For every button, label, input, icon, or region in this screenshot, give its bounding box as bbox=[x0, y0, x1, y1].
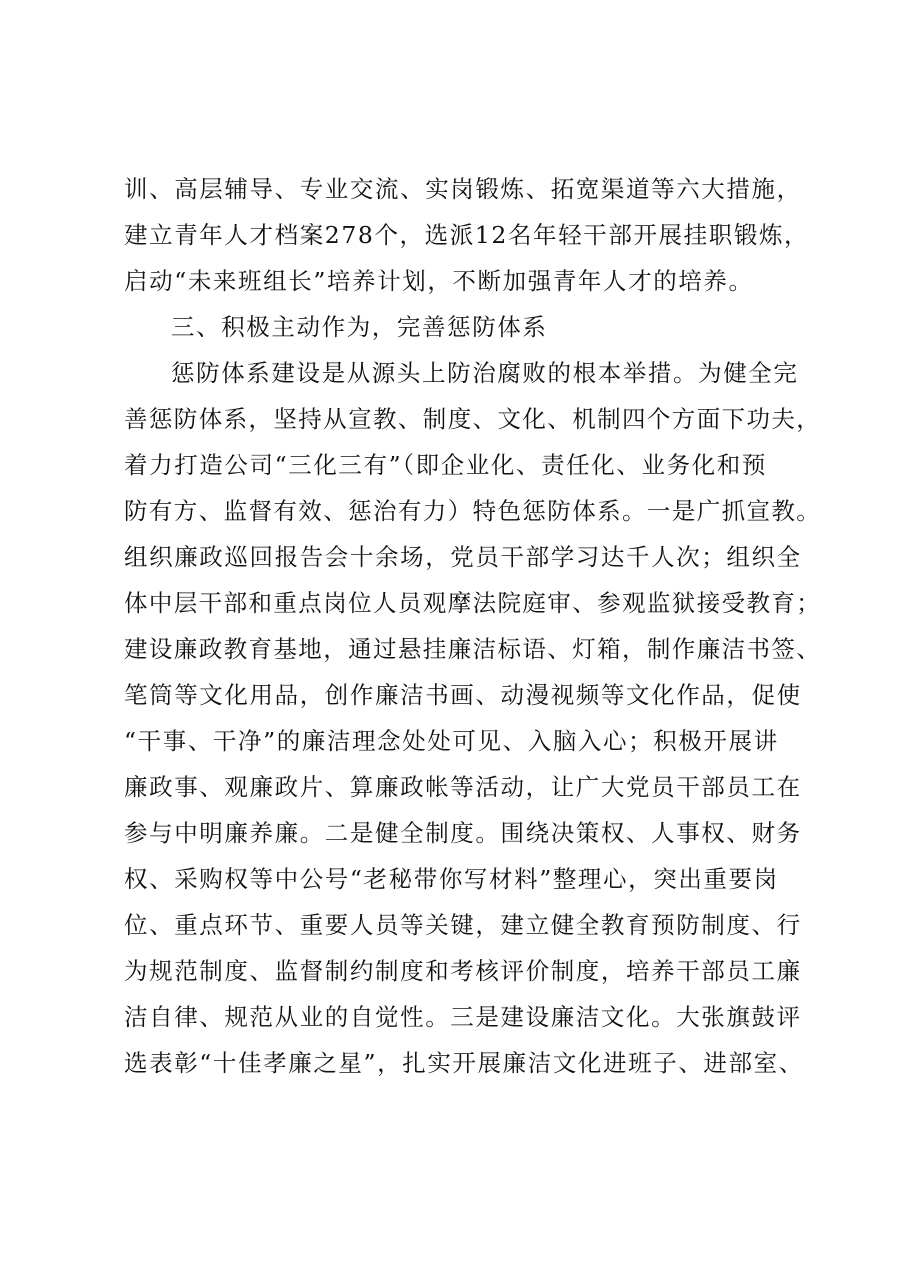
section-heading: 三、积极主动作为，完善惩防体系 bbox=[171, 313, 548, 341]
text-line: 训、高层辅导、专业交流、实岗锻炼、拓宽渠道等六大措施， bbox=[124, 175, 802, 203]
text-line: 选表彰“十佳孝廉之星”，扎实开展廉洁文化进班子、进部室、 bbox=[124, 1049, 804, 1077]
text-line: 权、采购权等中公号“老秘带你写材料”整理心，突出重要岗 bbox=[124, 865, 779, 893]
text-line: 笔筒等文化用品，创作廉洁书画、动漫视频等文化作品，促使 bbox=[124, 681, 802, 709]
text-line: 为规范制度、监督制约制度和考核评价制度，培养干部员工廉 bbox=[124, 957, 802, 985]
text-line: 组织廉政巡回报告会十余场，党员干部学习达千人次；组织全 bbox=[124, 543, 802, 571]
text-line: 着力打造公司“三化三有”（即企业化、责任化、业务化和预 bbox=[124, 451, 767, 479]
text-line: 建立青年人才档案278个，选派12名年轻干部开展挂职锻炼， bbox=[124, 221, 810, 249]
text-line: 参与中明廉养廉。二是健全制度。围绕决策权、人事权、财务 bbox=[124, 819, 802, 847]
text-line: “干事、干净”的廉洁理念处处可见、入脑入心；积极开展讲 bbox=[124, 727, 779, 755]
text-line: 体中层干部和重点岗位人员观摩法院庭审、参观监狱接受教育； bbox=[124, 589, 822, 617]
text-line: 防有方、监督有效、惩治有力）特色惩防体系。一是广抓宣教。 bbox=[124, 497, 822, 525]
document-body bbox=[124, 166, 824, 1086]
text-line: 位、重点环节、重要人员等关键，建立健全教育预防制度、行 bbox=[124, 911, 802, 939]
text-line: 善惩防体系，坚持从宣教、制度、文化、机制四个方面下功夫， bbox=[124, 405, 822, 433]
paragraph-first-line: 惩防体系建设是从源头上防治腐败的根本举措。为健全完 bbox=[171, 359, 799, 387]
text-line: 廉政事、观廉政片、算廉政帐等活动，让广大党员干部员工在 bbox=[124, 773, 802, 801]
text-line: 建设廉政教育基地，通过悬挂廉洁标语、灯箱，制作廉洁书签、 bbox=[124, 635, 822, 663]
text-line: 洁自律、规范从业的自觉性。三是建设廉洁文化。大张旗鼓评 bbox=[124, 1003, 802, 1031]
text-line: 启动“未来班组长”培养计划，不断加强青年人才的培养。 bbox=[124, 267, 754, 295]
